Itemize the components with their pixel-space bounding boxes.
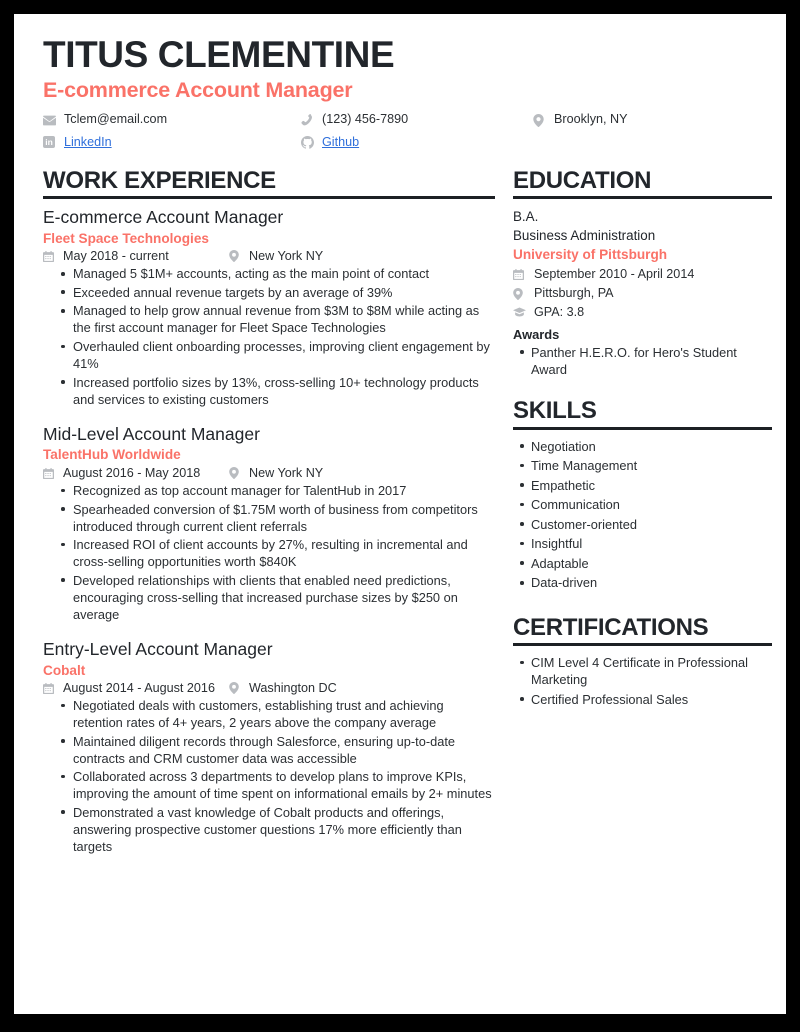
- work-entry-bullets: [43, 697, 495, 855]
- calendar-icon: [43, 683, 59, 694]
- work-entry-location: [229, 466, 323, 480]
- work-entry-dates-text: August 2016 - May 2018: [63, 466, 201, 481]
- list-item: Time Management: [531, 457, 772, 476]
- education-location-text: Pittsburgh, PA: [534, 286, 614, 301]
- contact-location-text: Brooklyn, NY: [554, 112, 628, 127]
- work-entry-title: Mid-Level Account Manager: [43, 423, 260, 444]
- work-entry-title: Entry-Level Account Manager: [43, 638, 273, 659]
- work-entry-meta: [43, 681, 495, 695]
- section-rule-education: [513, 196, 772, 199]
- work-entry: [43, 424, 495, 623]
- calendar-icon: [43, 251, 59, 262]
- list-item: Communication: [531, 496, 772, 515]
- work-entry-meta: [43, 466, 495, 480]
- resume-body: [38, 168, 762, 871]
- bullet-item: Managed 5 $1M+ accounts, acting as the main point of contact: [73, 265, 495, 282]
- bullet-item: Recognized as top account manager for TalentHub in 2017: [73, 482, 495, 499]
- work-entry-location-text: New York NY: [249, 466, 324, 481]
- education-gpa: [513, 303, 772, 322]
- work-entry-location: [229, 681, 337, 695]
- contact-linkedin[interactable]: [43, 135, 301, 150]
- bullet-item: Exceeded annual revenue targets by an average of 39%: [73, 284, 495, 301]
- certifications-section: [513, 615, 772, 708]
- education-school: University of Pittsburgh: [513, 246, 668, 262]
- work-entry-meta: [43, 249, 495, 263]
- map-pin-icon: [533, 114, 550, 127]
- github-icon: [301, 136, 318, 149]
- work-entry: [43, 207, 495, 408]
- graduation-cap-icon: [513, 307, 530, 317]
- map-pin-icon: [229, 467, 245, 479]
- education-dates-text: September 2010 - April 2014: [534, 267, 695, 282]
- left-column: [38, 168, 495, 871]
- list-item: Empathetic: [531, 477, 772, 496]
- work-entry-organization: TalentHub Worldwide: [43, 447, 181, 463]
- work-entry-dates-text: May 2018 - current: [63, 249, 169, 264]
- contact-email-text: Tclem@email.com: [64, 112, 168, 127]
- work-entry-organization: Cobalt: [43, 662, 86, 678]
- bullet-item: Spearheaded conversion of $1.75M worth of business from competitors introduced through current client referrals: [73, 501, 495, 535]
- certifications-list: [513, 654, 772, 708]
- bullet-item: Increased portfolio sizes by 13%, cross-selling 10+ technology products and services to existing customers: [73, 374, 495, 408]
- section-title-work-experience: WORK EXPERIENCE: [43, 166, 276, 194]
- awards-list: [513, 344, 772, 379]
- section-title-certifications: CERTIFICATIONS: [513, 614, 709, 642]
- contact-phone: [301, 112, 533, 127]
- contact-grid: [43, 112, 762, 149]
- section-title-education: EDUCATION: [513, 166, 652, 194]
- work-entry: [43, 639, 495, 855]
- bullet-item: Managed to help grow annual revenue from $3M to $8M while acting as the first account manager for Fleet Space Technologies: [73, 302, 495, 336]
- section-rule-certifications: [513, 643, 772, 646]
- section-rule-work-experience: [43, 196, 495, 199]
- calendar-icon: [43, 468, 59, 479]
- list-item: Panther H.E.R.O. for Hero's Student Award: [531, 344, 772, 379]
- calendar-icon: [513, 269, 530, 280]
- bullet-item: Maintained diligent records through Salesforce, ensuring up-to-date contracts and CRM customer data was accessible: [73, 733, 495, 767]
- work-entry-bullets: [43, 482, 495, 623]
- envelope-icon: [43, 115, 60, 126]
- education-location: [513, 284, 772, 303]
- list-item: Customer-oriented: [531, 516, 772, 535]
- contact-location: [533, 112, 762, 127]
- work-entry-dates: [43, 466, 229, 480]
- awards-label: Awards: [513, 326, 560, 342]
- list-item: Data-driven: [531, 574, 772, 593]
- contact-github[interactable]: [301, 135, 533, 150]
- list-item: Adaptable: [531, 555, 772, 574]
- right-column: [513, 168, 772, 871]
- work-entry-bullets: [43, 265, 495, 407]
- section-title-skills: SKILLS: [513, 397, 597, 425]
- bullet-item: Demonstrated a vast knowledge of Cobalt products and offerings, answering prospective customer questions 17% more efficiently than targets: [73, 804, 495, 855]
- work-entry-organization: Fleet Space Technologies: [43, 230, 209, 246]
- bullet-item: Overhauled client onboarding processes, improving client engagement by 41%: [73, 338, 495, 372]
- work-entry-location-text: New York NY: [249, 249, 324, 264]
- resume-header: [38, 36, 762, 150]
- work-entry-dates-text: August 2014 - August 2016: [63, 681, 215, 696]
- resume-page: [14, 14, 786, 1014]
- work-entry-dates: [43, 681, 229, 695]
- map-pin-icon: [513, 288, 530, 300]
- contact-github-link[interactable]: Github: [322, 134, 360, 149]
- bullet-item: Developed relationships with clients that enabled need predictions, encouraging cross-selling that increased purchase sizes by $250 on average: [73, 572, 495, 623]
- candidate-name: TITUS CLEMENTINE: [43, 34, 395, 75]
- skills-list: [513, 438, 772, 593]
- contact-phone-text: (123) 456-7890: [322, 112, 409, 127]
- bullet-item: Negotiated deals with customers, establishing trust and achieving retention rates of 4+ years, 2 years above the company average: [73, 697, 495, 731]
- education-dates: [513, 265, 772, 284]
- work-entry-title: E-commerce Account Manager: [43, 206, 284, 227]
- bullet-item: Collaborated across 3 departments to develop plans to improve KPIs, improving the amount of time spent on informational emails by 2+ minutes: [73, 768, 495, 802]
- linkedin-icon: in: [43, 136, 60, 148]
- education-field: Business Administration: [513, 227, 656, 243]
- education-gpa-text: GPA: 3.8: [534, 305, 585, 320]
- section-rule-skills: [513, 427, 772, 430]
- work-entry-dates: [43, 249, 229, 263]
- work-entry-location: [229, 249, 323, 263]
- list-item: Certified Professional Sales: [531, 691, 772, 708]
- skills-section: [513, 398, 772, 593]
- list-item: Insightful: [531, 535, 772, 554]
- phone-icon: [301, 114, 318, 127]
- contact-linkedin-link[interactable]: LinkedIn: [64, 134, 112, 149]
- work-entry-location-text: Washington DC: [249, 681, 337, 696]
- candidate-job-title: E-commerce Account Manager: [43, 77, 353, 102]
- contact-email: [43, 112, 301, 127]
- education-section: [513, 168, 772, 379]
- map-pin-icon: [229, 682, 245, 694]
- bullet-item: Increased ROI of client accounts by 27%, resulting in incremental and cross-selling opportunities worth $840K: [73, 536, 495, 570]
- list-item: CIM Level 4 Certificate in Professional Marketing: [531, 654, 772, 689]
- list-item: Negotiation: [531, 438, 772, 457]
- map-pin-icon: [229, 250, 245, 262]
- education-degree: B.A.: [513, 208, 539, 224]
